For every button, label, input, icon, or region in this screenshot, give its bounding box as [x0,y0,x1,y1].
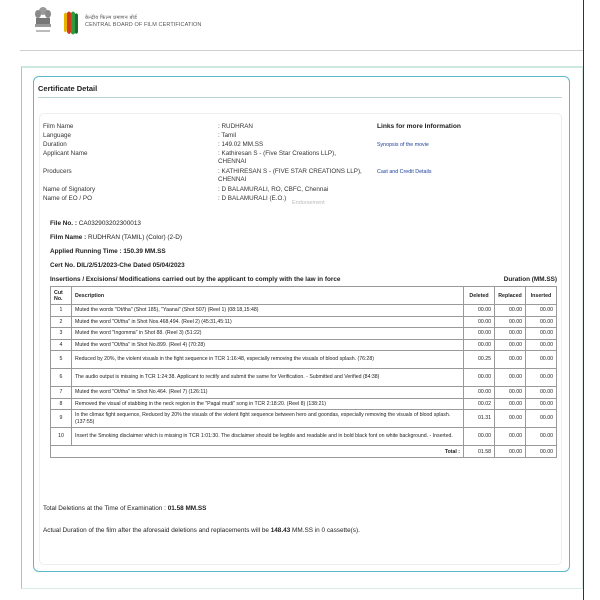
cut-description: Muted the word "Ot/tha" in Shot Nos.468,494. (Reel 2) (45:31,45:11) [72,316,464,328]
cut-no: 2 [51,316,72,328]
detail-value: : Kathiresan S - (Five Star Creations LLP), CHENNAI [218,150,336,165]
cut-no: 3 [51,328,72,340]
deleted-value: 00.00 [464,339,495,351]
file-no-label: File No. : [50,220,77,227]
table-row [51,410,557,428]
cut-no: 1 [51,305,72,317]
cut-description: Muted the word "Ot/tha" in Shot No.899. (Reel 4) (70:28) [72,339,464,351]
col-cut-no: Cut No. [51,287,72,305]
table-row [51,398,557,410]
detail-value: : KATHIRESAN S - (FIVE STAR CREATIONS LLP), CHENNAI [218,168,362,183]
cast-credit-link[interactable]: Cast and Credit Details [377,169,432,175]
replaced-value: 00.00 [495,316,526,328]
panel-title: Certificate Detail [38,84,98,93]
inserted-value: 00.00 [526,316,557,328]
replaced-value: 00.00 [495,387,526,399]
col-deleted: Deleted [464,287,495,305]
duration-heading: Duration (MM.SS) [503,276,557,283]
table-row [51,328,557,340]
actual-duration-value: 148.43 [270,527,291,534]
inserted-value: 00.00 [526,428,557,446]
total-deletions-summary [43,505,206,512]
links-heading: Links for more Information [377,123,461,130]
total-replaced: 00.00 [495,446,526,458]
deleted-value: 00.00 [464,369,495,387]
national-emblem-icon [33,5,53,35]
org-name-hindi: केन्द्रीय फिल्म प्रमाणन बोर्ड [85,15,138,21]
cut-description: Removed the visual of stabbing in the neck region in the "Pagal mudi" song in TCR 2:18:20. (Reel 8) (138:21) [72,398,464,410]
table-header-row [51,287,557,305]
col-inserted: Inserted [526,287,557,305]
deleted-value: 00.00 [464,316,495,328]
replaced-value: 00.00 [495,428,526,446]
inserted-value: 00.00 [526,387,557,399]
inserted-value: 00.00 [526,351,557,369]
certificate-body [39,113,562,565]
deleted-value: 00.25 [464,351,495,369]
table-row [51,316,557,328]
col-description: Description [72,287,464,305]
cut-no: 7 [51,387,72,399]
deleted-value: 00.00 [464,328,495,340]
cut-no: 5 [51,351,72,369]
site-header [0,0,583,50]
inserted-value: 00.00 [526,328,557,340]
modifications-table [50,286,557,458]
film-name-label: Film Name : [50,234,87,241]
applied-running-time: Applied Running Time : 150.39 MM.SS [50,248,166,255]
cut-description: Insert the Smoking disclaimer which is missing in TCR 1:01:30. The disclaimer should be legible and readable and in bold black font on white background. - Inserted. [72,428,464,446]
replaced-value: 00.00 [495,305,526,317]
replaced-value: 00.00 [495,398,526,410]
endorsed-film-name [50,234,182,241]
detail-value: : RUDHRAN [218,123,253,130]
header-divider [20,50,583,51]
actual-duration-prefix: Actual Duration of the film after the aforesaid deletions and replacements will be [43,527,271,534]
endorsement-label: Endorsement [292,200,325,206]
inserted-value: 00.00 [526,339,557,351]
detail-label: Film Name [43,123,74,130]
file-no-value: CA032903202300013 [76,220,141,227]
col-replaced: Replaced [495,287,526,305]
total-deletions-label: Total Deletions at the Time of Examination : [43,505,168,512]
inserted-value: 00.00 [526,410,557,428]
detail-value: : 149.02 MM.SS [218,141,264,148]
replaced-value: 00.00 [495,369,526,387]
table-row [51,351,557,369]
table-row [51,339,557,351]
cut-description: Reduced by 20%, the violent visuals in the fight sequence in TCR 1:16:48, especially removing the visuals of blood splash. (76:28) [72,351,464,369]
modifications-title: Insertions / Excisions/ Modifications carried out by the applicant to comply with the law in force [50,276,341,283]
cut-description: In the climax fight sequence, Reduced by 20% the visuals of the violent fight sequence between hero and goondas, especially removing the visuals of blood splash. (137:55) [72,410,464,428]
replaced-value: 00.00 [495,328,526,340]
page-edge-rule [583,0,584,600]
cut-no: 6 [51,369,72,387]
inserted-value: 00.00 [526,398,557,410]
cert-number: Cert No. DIL/2/51/2023-Che Dated 05/04/2023 [50,262,185,269]
table-row [51,305,557,317]
detail-label: Name of Signatory [43,186,96,193]
table-row [51,387,557,399]
cut-description: Muted the word "Ot/tha" in Shot No.464. (Reel 7) (126:11) [72,387,464,399]
detail-value: : D BALAMURALI, RO, CBFC, Chennai [218,186,329,193]
replaced-value: 00.00 [495,351,526,369]
cbfc-logo-icon [63,10,79,36]
detail-label: Language [43,132,72,139]
actual-duration-suffix: MM.SS in 0 cassette(s). [290,527,360,534]
actual-duration-summary [43,527,360,534]
detail-label: Name of EO / PO [43,195,92,202]
table-row [51,428,557,446]
certificate-detail-panel [33,76,570,572]
total-inserted: 00.00 [526,446,557,458]
detail-label: Duration [43,141,67,148]
synopsis-link[interactable]: Synopsis of the movie [377,142,429,148]
total-label: Total : [51,446,464,458]
cut-description: Muted the words "Ot/tha" (Shot 185), "Yaanai" (Shot 507) (Reel 1) (08:18,15:48) [72,305,464,317]
total-deleted: 01.58 [464,446,495,458]
cut-no: 4 [51,339,72,351]
detail-label: Applicant Name [43,150,88,157]
cut-description: The audio output is missing in TCR 1:24:38. Applicant to rectify and submit the same for Verification. - Submitted and Verified (84:38) [72,369,464,387]
inserted-value: 00.00 [526,369,557,387]
deleted-value: 00.02 [464,398,495,410]
file-number [50,220,141,227]
cut-no: 8 [51,398,72,410]
cut-description: Muted the word "Ingomma" in Shot 88. (Reel 3) (51:22) [72,328,464,340]
detail-value: : D BALAMURALI (E.O.) [218,195,287,202]
replaced-value: 00.00 [495,339,526,351]
detail-label: Producers [43,168,72,175]
deleted-value: 00.00 [464,428,495,446]
table-total-row [51,446,557,458]
title-divider [38,97,562,98]
film-name-value: RUDHRAN (TAMIL) (Color) (2-D) [86,234,182,241]
table-row [51,369,557,387]
deleted-value: 00.00 [464,305,495,317]
cut-no: 9 [51,410,72,428]
replaced-value: 00.00 [495,410,526,428]
cut-no: 10 [51,428,72,446]
deleted-value: 00.00 [464,387,495,399]
modifications-heading [50,276,557,283]
deleted-value: 01.31 [464,410,495,428]
org-name: CENTRAL BOARD OF FILM CERTIFICATION [85,22,202,28]
detail-value: : Tamil [218,132,237,139]
total-deletions-value: 01.58 MM.SS [167,505,207,512]
inserted-value: 00.00 [526,305,557,317]
